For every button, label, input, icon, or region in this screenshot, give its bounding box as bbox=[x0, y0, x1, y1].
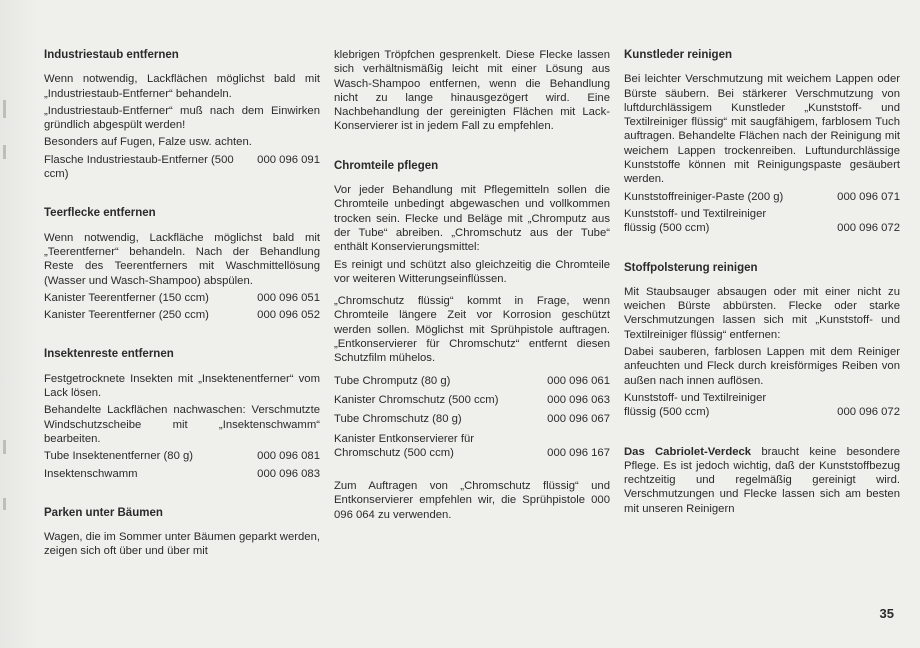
product-name: Insektenschwamm bbox=[44, 467, 138, 480]
product-row bbox=[624, 391, 900, 420]
column-middle bbox=[334, 48, 610, 522]
paragraph bbox=[624, 445, 900, 516]
paragraph: Wenn notwendig, Lackfläche möglichst bald mit „Teerentferner“ behandeln. Nach der Behandlung Reste des Teerentferners mit Waschmittellösung (Wasser und Wasch-Shampoo) abspülen. bbox=[44, 231, 320, 287]
product-row bbox=[44, 449, 320, 463]
part-number: 000 096 091 bbox=[257, 153, 320, 166]
section-heading: Insektenreste entfernen bbox=[44, 348, 174, 361]
part-number: 000 096 052 bbox=[257, 309, 320, 322]
product-name: Kunststoff- und Textilreiniger flüssig (500 ccm) bbox=[624, 391, 767, 419]
section-heading: Das Cabriolet-Verdeck bbox=[624, 445, 752, 458]
product-row bbox=[334, 374, 610, 388]
product-row bbox=[624, 207, 900, 236]
column-left bbox=[44, 48, 320, 559]
product-row bbox=[44, 308, 320, 322]
product-name: Tube Chromputz (80 g) bbox=[334, 374, 451, 387]
section-heading: Industriestaub entfernen bbox=[44, 49, 179, 61]
page-number: 35 bbox=[879, 606, 894, 621]
part-number: 000 096 071 bbox=[837, 190, 900, 203]
product-name: Kunststoff- und Textilreiniger flüssig (500 ccm) bbox=[624, 207, 767, 235]
paragraph: Wenn notwendig, Lackflächen möglichst bald mit „Industriestaub-Entferner“ behandeln. bbox=[44, 73, 320, 100]
part-number: 000 096 083 bbox=[257, 467, 320, 480]
section-heading: Parken unter Bäumen bbox=[44, 506, 163, 519]
product-name: Tube Chromschutz (80 g) bbox=[334, 413, 462, 426]
paragraph: Zum Auftragen von „Chromschutz flüssig“ und Entkonservierer empfehlen wir, die Sprühpistole 000 096 064 zu verwenden. bbox=[334, 480, 610, 521]
paragraph: „Chromschutz flüssig“ kommt in Frage, wenn Chromteile längere Zeit vor Korrosion geschützt werden sollen. Möglichst mit Sprühpistole auftragen. „Entkonservierer für Chromschutz“ entfernt diesen Schutzfilm mühelos. bbox=[334, 295, 610, 365]
product-row bbox=[334, 412, 610, 426]
product-name: Tube Insektenentferner (80 g) bbox=[44, 450, 194, 463]
product-row bbox=[44, 467, 320, 481]
paragraph: klebrigen Tröpfchen gesprenkelt. Diese Flecke lassen sich verhältnismäßig leicht mit einer Lösung aus Wasch-Shampoo entfernen, wenn die Behandlung nicht zu lange hinausgezögert wird. Eine Nachbehandlung der gereinigten Flächen mit Lack-Konservierer ist in jedem Fall zu empfehlen. bbox=[334, 49, 610, 133]
section-heading: Teerflecke entfernen bbox=[44, 207, 156, 220]
part-number: 000 096 051 bbox=[257, 291, 320, 304]
product-row bbox=[334, 432, 610, 461]
product-name: Kanister Chromschutz (500 ccm) bbox=[334, 393, 499, 406]
paragraph: Es reinigt und schützt also gleichzeitig die Chromteile vor weiteren Witterungseinflüssen. bbox=[334, 258, 610, 285]
part-number: 000 096 061 bbox=[547, 374, 610, 387]
paragraph: Besonders auf Fugen, Falze usw. achten. bbox=[44, 136, 252, 149]
product-name: Kanister Teerentferner (250 ccm) bbox=[44, 309, 209, 322]
scan-edge-mark bbox=[3, 498, 6, 510]
product-name: Kanister Teerentferner (150 ccm) bbox=[44, 291, 209, 304]
paragraph: Vor jeder Behandlung mit Pflegemitteln sollen die Chromteile unbedingt abgewaschen und vollkommen trocken sein. Flecke und Beläge mit „Chromputz aus der Tube“ abreiben. „Chromschutz aus der Tube“ enthält Konservierungsmittel: bbox=[334, 184, 610, 254]
part-number: 000 096 072 bbox=[837, 406, 900, 419]
part-number: 000 096 081 bbox=[257, 450, 320, 463]
section-heading: Stoffpolsterung reinigen bbox=[624, 261, 758, 274]
paragraph: Behandelte Lackflächen nachwaschen: Verschmutzte Windschutzscheibe mit „Insektenschwamm“ bearbeiten. bbox=[44, 404, 320, 445]
product-name: Kanister Entkonservierer für Chromschutz (500 ccm) bbox=[334, 432, 475, 459]
scan-edge-mark bbox=[3, 145, 6, 159]
column-right bbox=[624, 48, 900, 516]
paragraph: Mit Staubsauger absaugen oder mit einer nicht zu weichen Bürste abbürsten. Flecke oder starke Verschmutzungen lassen sich mit „Kunststoff- und Textilreiniger flüssig“ entfernen: bbox=[624, 285, 900, 341]
section-heading: Kunstleder reinigen bbox=[624, 49, 732, 61]
product-row bbox=[44, 153, 320, 182]
paragraph: „Industriestaub-Entferner“ muß nach dem Einwirken gründlich abgespült werden! bbox=[44, 104, 320, 132]
product-row bbox=[44, 291, 320, 305]
product-row bbox=[624, 190, 900, 204]
paragraph: Dabei sauberen, farblosen Lappen mit dem Reiniger anfeuchten und Fleck durch kreisförmiges Reiben von außen nach innen auflösen. bbox=[624, 346, 900, 387]
scan-edge-mark bbox=[3, 100, 6, 118]
section-heading: Chromteile pflegen bbox=[334, 159, 439, 172]
product-name: Flasche Industriestaub-Entferner (500 ccm) bbox=[44, 153, 234, 181]
product-row bbox=[334, 393, 610, 407]
product-name: Kunststoffreiniger-Paste (200 g) bbox=[624, 190, 784, 203]
part-number: 000 096 067 bbox=[547, 413, 610, 426]
part-number: 000 096 072 bbox=[837, 222, 900, 235]
paragraph: Wagen, die im Sommer unter Bäumen geparkt werden, zeigen sich oft über und über mit bbox=[44, 531, 320, 558]
paragraph-text: braucht keine besondere Pflege. Es ist jedoch wichtig, daß der Kunststoffbezug rechtzeitig und regelmäßig gereinigt wird. Verschmutzungen und Flecke lassen sich am besten mit unseren Reinigern bbox=[624, 445, 900, 515]
paragraph: Festgetrocknete Insekten mit „Insektenentferner“ vom Lack lösen. bbox=[44, 372, 320, 400]
part-number: 000 096 063 bbox=[547, 393, 610, 406]
part-number: 000 096 167 bbox=[547, 446, 610, 459]
scan-edge-mark bbox=[3, 440, 6, 454]
paragraph: Bei leichter Verschmutzung mit weichem Lappen oder Bürste säubern. Bei stärkerer Verschmutzung von luftdurchlässigem Kunstleder „Kunststoff- und Textilreiniger flüssig“ mit saugfähigem, farblosem Tuch auftragen. Behandelte Flächen nach der Reinigung mit weichem Lappen trockenreiben. Luftundurchlässige Kunststoffe können mit Reinigungspaste gesäubert werden. bbox=[624, 73, 900, 186]
